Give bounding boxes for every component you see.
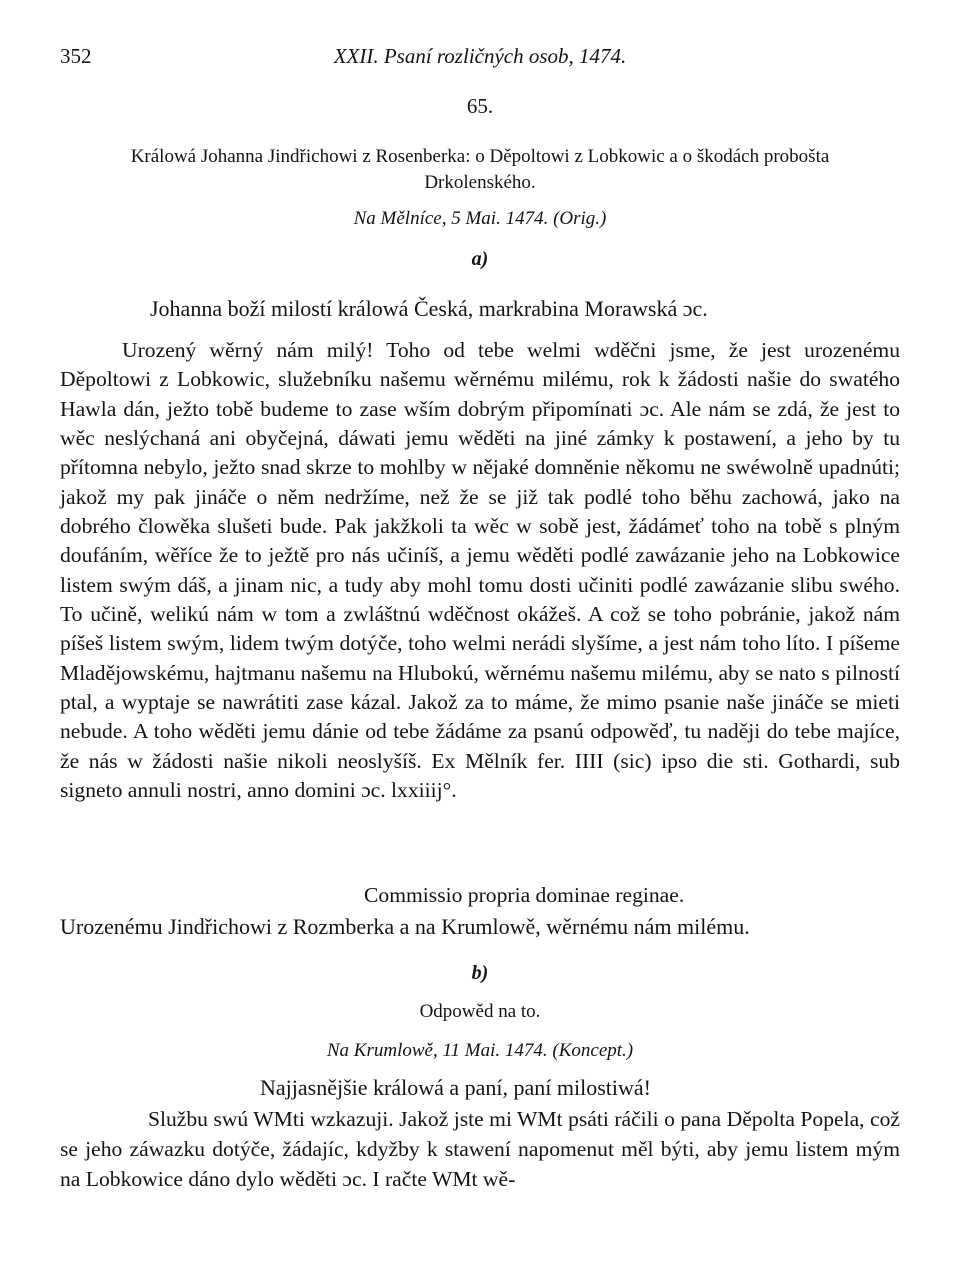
address-line: Urozenému Jindřichowi z Rozmberka a na Krumlowě, wěrnému nám milému. bbox=[60, 914, 750, 939]
section-a-marker: a) bbox=[471, 248, 489, 270]
running-head: XXII. Psaní rozličných osob, 1474. bbox=[333, 44, 627, 68]
dateline-a: Na Mělníce, 5 Mai. 1474. (Orig.) bbox=[353, 208, 607, 229]
section-b-marker: b) bbox=[471, 962, 489, 984]
letter-body-b: Službu swú WMti wzkazuji. Jakož jste mi WMt psáti ráčili o pana Děpolta Popela, což se jeho záwazku dotýče, žádajíc, kdyžby k stawení napomenut měl býti, aby jemu listem mým na Lobkowice dáno dylo wěděti ɔc. I račte WMt wě- bbox=[60, 1107, 900, 1191]
dateline-b: Na Krumlowě, 11 Mai. 1474. (Koncept.) bbox=[326, 1040, 634, 1061]
commissio-line: Commissio propria dominae reginae. bbox=[364, 883, 685, 907]
page-number: 352 bbox=[60, 44, 92, 68]
salutation-a: Johanna boží milostí králowá Česká, markrabina Morawská ɔc. bbox=[150, 296, 708, 321]
reply-title: Odpowěd na to. bbox=[419, 1001, 541, 1022]
document-title: Králowá Johanna Jindřichowi z Rosenberka: o Děpoltowi z Lobkowic a o škodách probošta Drkolenského. bbox=[130, 146, 830, 193]
salutation-b: Najjasnějšie králowá a paní, paní milostiwá! bbox=[260, 1075, 651, 1100]
page-header bbox=[60, 44, 900, 74]
letter-body-a: Urozený wěrný nám milý! Toho od tebe welmi wděčni jsme, že jest urozenému Děpoltowi z Lobkowic, služebníku našemu wěrnému milému, rok k žádosti našie do swatého Hawla dán, ježto tobě budeme to zase wším dobrým připomínati ɔc. Ale nám se zdá, že jest to wěc neslýchaná ani obyčejná, dáwati jemu wěděti na jiné zámky k postawení, a jeho by tu přítomna nebylo, ježto snad skrze to mohlby w nějaké domněnie někomu ne swéwolně upadnúti; jakož my pak jináče o něm nedržíme, než že se již tak podlé toho běhu zachowá, jako na dobrého člowěka slušeti bude. Pak jakžkoli ta wěc w sobě jest, žádámeť toho na tobě s plným doufáním, wěříce že to ježtě pro nás učiníš, a jemu wěděti podlé zawázanie jeho na Lobkowice listem swým dáš, a jinam nic, a tudy aby mohl tomu dosti učiniti podlé zawázanie slibu swého. To učině, welikú nám w tom a zwláštnú wděčnost okážeš. A což se toho pobránie, jakož nám píšeš listem swým, lidem twým dotýče, toho welmi nerádi slyšíme, a jest nám toho líto. I píšeme Mladějowskému, hajtmanu našemu na Hlubokú, wěrnému našemu milému, aby se nato s pilností ptal, a wyptaje se nawrátiti zase kázal. Jakož za to máme, že mimo psanie naše jináče se mieti nebude. A toho wěděti jemu dánie od tebe žádáme za psanú odpowěď, tu naději do tebe majíce, že nás w žádosti našie nikoli neoslyšíš. Ex Mělník fer. IIII (sic) ipso die sti. Gothardi, sub signeto annuli nostri, anno domini ɔc. lxxiiij°. bbox=[60, 338, 900, 803]
document-number: 65. bbox=[466, 94, 494, 118]
